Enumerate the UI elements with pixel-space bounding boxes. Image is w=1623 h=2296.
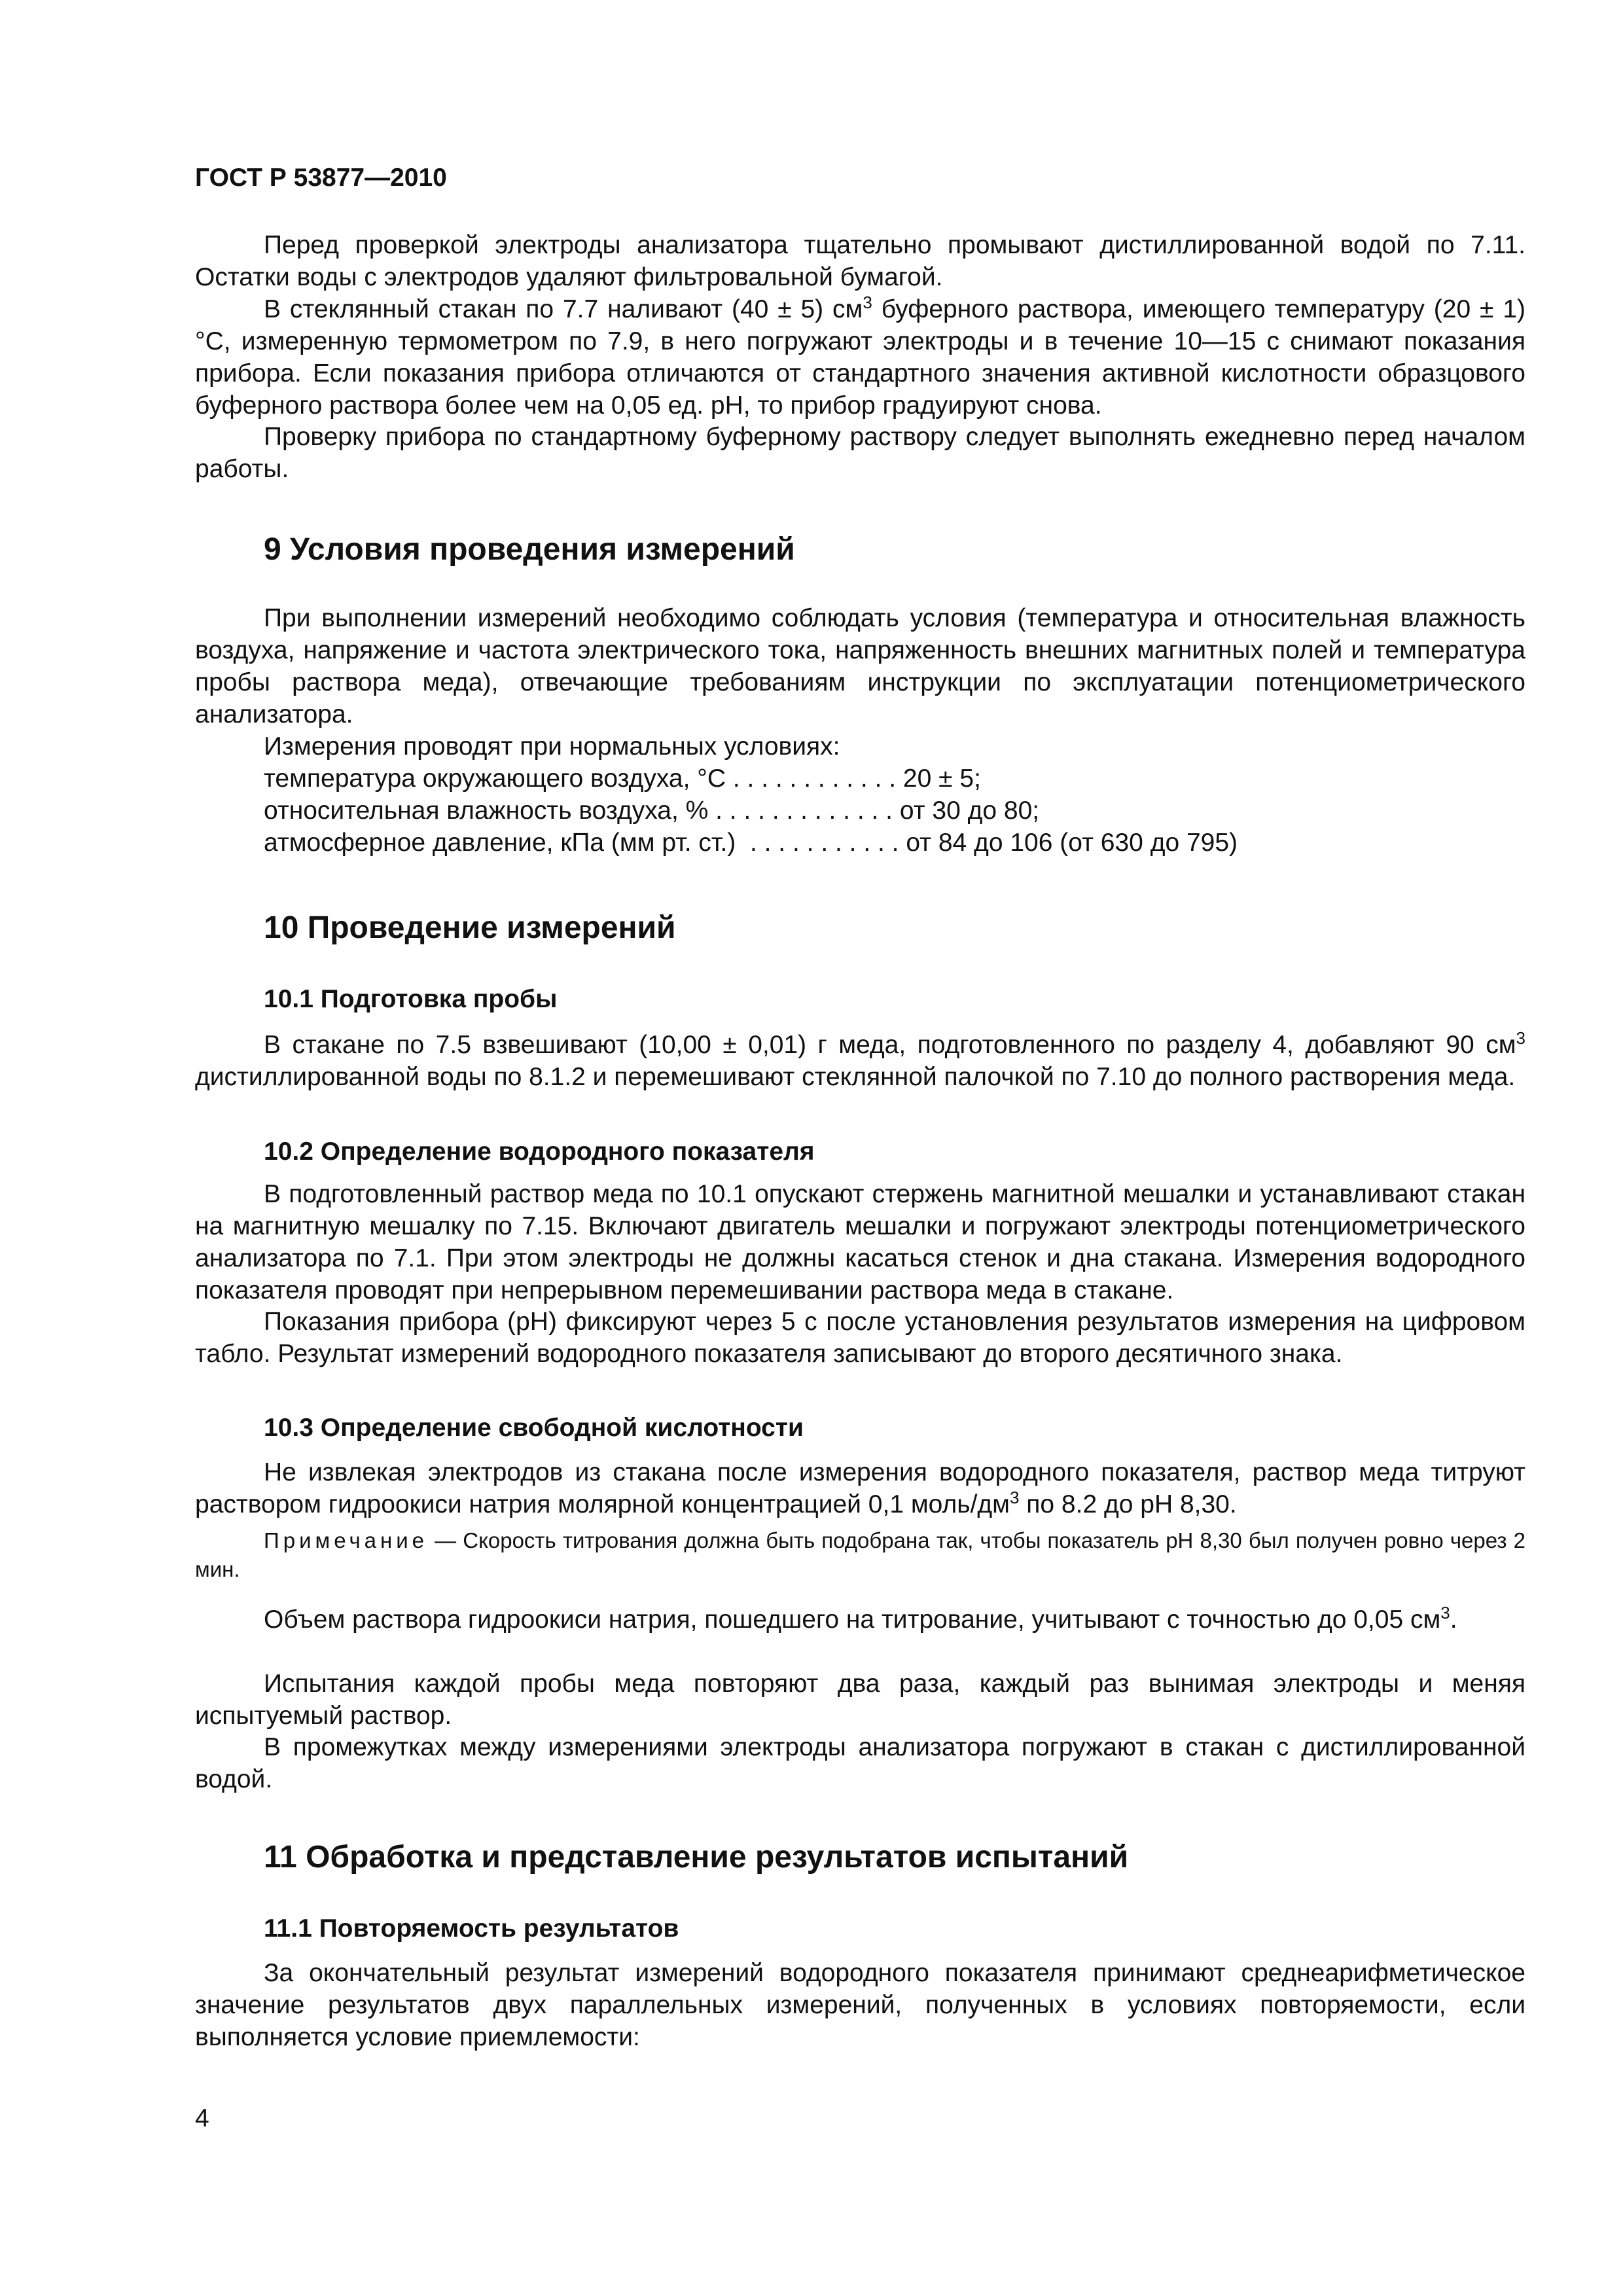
section-10-2-paragraph-2: Показания прибора (рН) фиксируют через 5 с после установления результатов измерения на цифровом табло. Результат измерений водородного показателя записывают до второго десятичного знака. <box>195 1308 1525 1368</box>
intro-paragraph-2: В стеклянный стакан по 7.7 наливают (40 ± 5) $см^3$ буферного раствора, имеющего температуру (20 ± 1) °С, измеренную термометром по 7.9, в него погружают электроды и в течение 10—15 с снимают показания прибора. Если показания прибора отличаются от стандартного значения активной кислотности образцового буферного раствора более чем на 0,05 ед. рН, то прибор градуируют снова. <box>195 293 1525 420</box>
intro-paragraph-3: Проверку прибора по стандартному буферному раствору следует выполнять ежедневно перед началом работы. <box>195 423 1525 483</box>
intro-paragraph-1: Перед проверкой электроды анализатора тщательно промывают дистиллированной водой по 7.11. Остатки воды с электродов удаляют фильтровальной бумагой. <box>195 231 1525 291</box>
condition-pressure: атмосферное давление, кПа (мм рт. ст.) . . . . . . . . . . . от 84 до 106 (от 630 до 795) <box>264 829 1238 857</box>
section-10-3-paragraph: Не извлекая электродов из стакана после измерения водородного показателя, раствор меда титруют раствором гидроокиси натрия молярной концентрацией 0,1 моль/$дм^3$ по 8.2 до рН 8,30. <box>195 1458 1525 1518</box>
note-label: Примечание <box>264 1528 429 1552</box>
section-10-3-volume-paragraph: Объем раствора гидроокиси натрия, пошедшего на титрование, учитывают с точностью до 0,05 $см^3$. <box>264 1603 1457 1634</box>
section-10-3-title: 10.3 Определение свободной кислотности <box>264 1414 804 1442</box>
section-10-2-title: 10.2 Определение водородного показателя <box>264 1138 815 1166</box>
section-10-1-paragraph: В стакане по 7.5 взвешивают (10,00 ± 0,01) г меда, подготовленного по разделу 4, добавляют 90 $см^3$ дистиллированной воды по 8.1.2 и перемешивают стеклянной палочкой по 7.10 до полного растворения меда. <box>195 1028 1525 1091</box>
page-number: 4 <box>195 2104 209 2132</box>
document-code: ГОСТ Р 53877—2010 <box>195 164 447 192</box>
section-9-title: 9 Условия проведения измерений <box>264 532 795 567</box>
section-11-1-title: 11.1 Повторяемость результатов <box>264 1914 679 1943</box>
section-9-paragraph-2: Измерения проводят при нормальных условиях: <box>264 732 840 761</box>
section-11-1-paragraph: За окончательный результат измерений водородного показателя принимают среднеарифметическое значение результатов двух параллельных измерений, полученных в условиях повторяемости, если выполняется условие приемлемости: <box>195 1959 1525 2051</box>
section-10-1-title: 10.1 Подготовка пробы <box>264 985 558 1013</box>
condition-humidity: относительная влажность воздуха, % . . . . . . . . . . . . . от 30 до 80; <box>264 797 1040 825</box>
section-9-paragraph-1: При выполнении измерений необходимо соблюдать условия (температура и относительная влажность воздуха, напряжение и частота электрического тока, напряженность внешних магнитных полей и температура пробы раствора меда), отвечающие требованиям инструкции по эксплуатации потенциометрического анализатора. <box>195 604 1525 728</box>
note-block <box>195 1526 1525 1584</box>
section-10-3-between-paragraph: В промежутках между измерениями электроды анализатора погружают в стакан с дистиллированной водой. <box>195 1733 1525 1793</box>
note-text: — Скорость титрования должна быть подобрана так, чтобы показатель рН 8,30 был получен ровно через 2 мин. <box>195 1528 1525 1581</box>
section-10-title: 10 Проведение измерений <box>264 910 676 945</box>
condition-temperature: температура окружающего воздуха, °С . . . . . . . . . . . . 20 ± 5; <box>264 764 981 793</box>
section-10-2-paragraph-1: В подготовленный раствор меда по 10.1 опускают стержень магнитной мешалки и устанавливают стакан на магнитную мешалку по 7.15. Включают двигатель мешалки и погружают электроды потенциометрического анализатора по 7.1. При этом электроды не должны касаться стенок и дна стакана. Измерения водородного показателя проводят при непрерывном перемешивании раствора меда в стакане. <box>195 1180 1525 1304</box>
section-11-title: 11 Обработка и представление результатов испытаний <box>264 1840 1129 1874</box>
section-10-3-repeat-paragraph: Испытания каждой пробы меда повторяют два раза, каждый раз вынимая электроды и меняя испытуемый раствор. <box>195 1670 1525 1730</box>
